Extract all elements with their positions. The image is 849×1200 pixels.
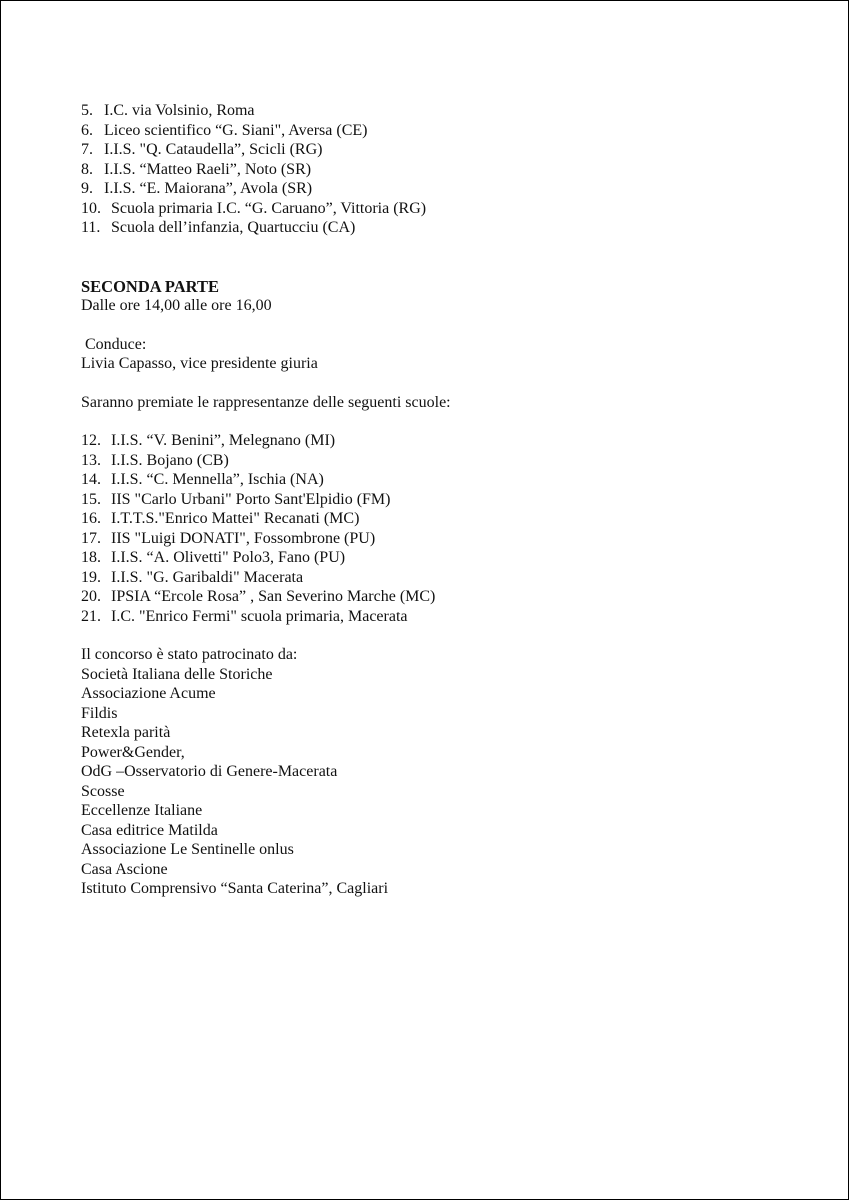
list-item-number: 19. <box>81 568 101 586</box>
sponsor-item: Fildis <box>81 704 118 722</box>
list-item-number: 8. <box>81 160 93 178</box>
list-item-number: 18. <box>81 549 101 566</box>
sponsor-item: Casa Ascione <box>81 860 168 878</box>
list-item-text: I.I.S. “C. Mennella”, Ischia (NA) <box>111 471 324 488</box>
sponsor-item: OdG –Osservatorio di Genere-Macerata <box>81 763 338 780</box>
list-item <box>81 179 781 199</box>
list-item-text: IIS "Carlo Urbani" Porto Sant'Elpidio (FM) <box>111 490 391 508</box>
list-item-text: Liceo scientifico “G. Siani", Aversa (CE) <box>104 121 368 139</box>
list-item-text: IIS "Luigi DONATI", Fossombrone (PU) <box>111 529 376 547</box>
section-time: Dalle ore 14,00 alle ore 16,00 <box>81 297 272 314</box>
sponsor-item: Retexla parità <box>81 724 171 741</box>
school-list-part-one <box>81 101 781 238</box>
conduce-label: Conduce: <box>85 335 147 353</box>
sponsor-item: Power&Gender, <box>81 743 185 761</box>
school-list-part-two <box>81 431 781 626</box>
list-item-text: IPSIA “Ercole Rosa” , San Severino Marche (MC) <box>111 588 436 605</box>
list-item-number: 16. <box>81 510 101 527</box>
list-item <box>81 470 781 490</box>
list-item-number: 9. <box>81 180 93 197</box>
awards-intro: Saranno premiate le rappresentanze delle seguenti scuole: <box>81 393 451 411</box>
list-item-number: 14. <box>81 471 101 488</box>
list-item-number: 6. <box>81 121 93 139</box>
sponsor-item: Casa editrice Matilda <box>81 821 218 839</box>
list-item <box>81 431 781 451</box>
list-item-number: 5. <box>81 102 93 119</box>
list-item-number: 15. <box>81 490 101 508</box>
sponsor-item: Scosse <box>81 782 125 800</box>
list-item-text: I.C. via Volsinio, Roma <box>104 102 255 119</box>
list-item <box>81 509 781 529</box>
list-item-number: 7. <box>81 141 93 158</box>
sponsor-item: Eccellenze Italiane <box>81 802 203 819</box>
list-item-text: I.I.S. "Q. Cataudella”, Scicli (RG) <box>104 141 323 158</box>
sponsor-item: Società Italiana delle Storiche <box>81 665 273 683</box>
list-item <box>81 607 781 627</box>
sponsor-item: Associazione Le Sentinelle onlus <box>81 841 294 858</box>
list-item-text: I.I.S. “A. Olivetti" Polo3, Fano (PU) <box>111 549 346 566</box>
list-item <box>81 121 781 141</box>
sponsors-intro: Il concorso è stato patrocinato da: <box>81 646 298 663</box>
list-item-number: 21. <box>81 607 101 625</box>
list-item-text: I.I.S. “E. Maiorana”, Avola (SR) <box>104 180 313 197</box>
list-item-number: 10. <box>81 199 101 217</box>
list-item <box>81 160 781 180</box>
list-item-number: 13. <box>81 451 101 469</box>
list-item <box>81 199 781 219</box>
list-item-text: I.I.S. “Matteo Raeli”, Noto (SR) <box>104 160 312 178</box>
list-item-number: 12. <box>81 432 101 449</box>
list-item-text: I.I.S. “V. Benini”, Melegnano (MI) <box>111 432 336 449</box>
list-item-text: I.I.S. Bojano (CB) <box>111 451 229 469</box>
list-item-text: I.T.T.S."Enrico Mattei" Recanati (MC) <box>111 510 360 527</box>
list-item <box>81 529 781 549</box>
list-item <box>81 101 781 121</box>
document-body <box>81 101 781 899</box>
list-item <box>81 451 781 471</box>
sponsor-item: Istituto Comprensivo “Santa Caterina”, Cagliari <box>81 880 389 897</box>
list-item-number: 17. <box>81 529 101 547</box>
list-item <box>81 218 781 238</box>
section-title: SECONDA PARTE <box>81 276 220 296</box>
list-item <box>81 140 781 160</box>
sponsors-list <box>81 665 781 899</box>
list-item-text: I.C. "Enrico Fermi" scuola primaria, Macerata <box>111 607 408 625</box>
list-item-text: Scuola dell’infanzia, Quartucciu (CA) <box>111 219 356 236</box>
list-item-text: Scuola primaria I.C. “G. Caruano”, Vittoria (RG) <box>111 199 427 217</box>
list-item <box>81 548 781 568</box>
list-item <box>81 568 781 588</box>
list-item <box>81 587 781 607</box>
list-item-number: 11. <box>81 219 101 236</box>
sponsor-item: Associazione Acume <box>81 685 216 702</box>
list-item-number: 20. <box>81 588 101 605</box>
list-item-text: I.I.S. "G. Garibaldi" Macerata <box>111 568 304 586</box>
conduce-name: Livia Capasso, vice presidente giuria <box>81 355 318 372</box>
list-item <box>81 490 781 510</box>
